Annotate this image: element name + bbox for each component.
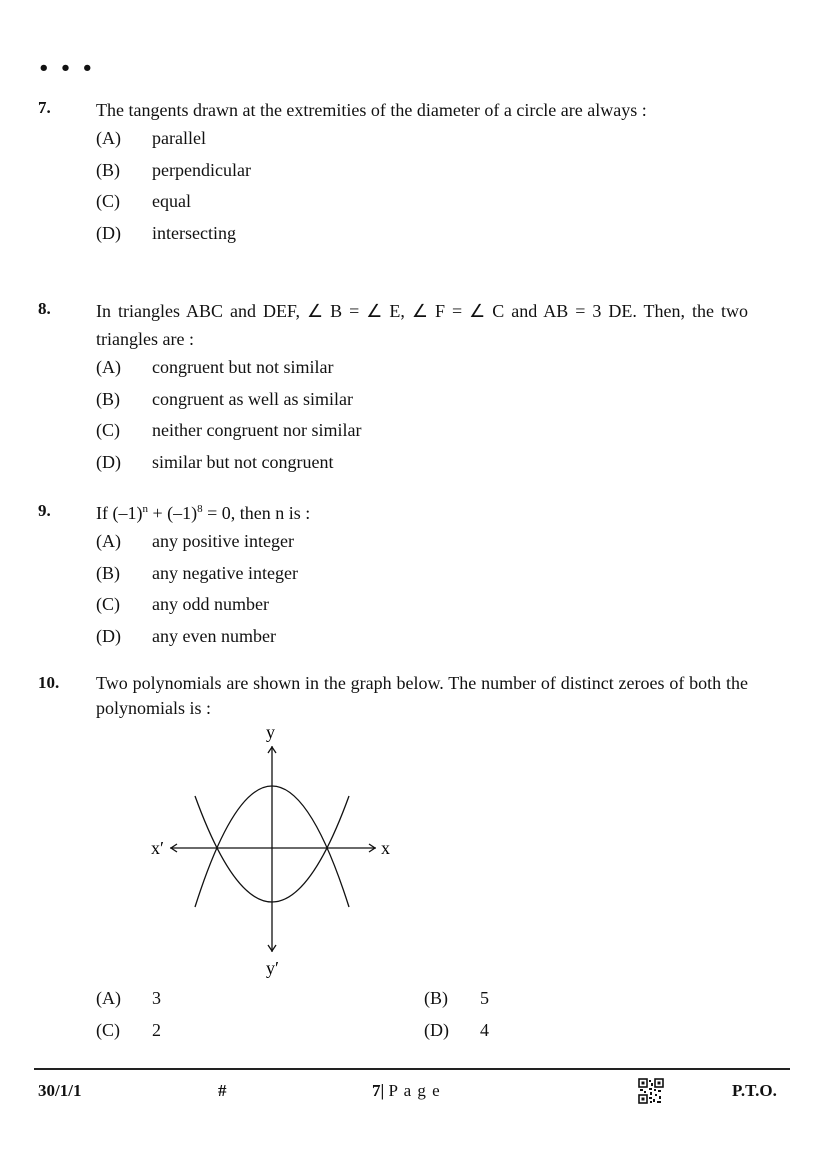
option-label: (B) [96,388,120,409]
option-text: intersecting [152,222,236,243]
option-text: 5 [480,988,489,1008]
option-d [424,1020,827,1048]
option-label: (C) [96,420,120,440]
option-text: congruent but not similar [152,357,334,377]
option-d [96,223,748,255]
x-axis-label: x [381,838,390,858]
option-text: perpendicular [152,159,251,180]
q9-exponent-n: n [142,503,148,515]
footer-divider [34,1068,790,1070]
option-text: neither congruent nor similar [152,420,362,440]
option-label: (C) [96,594,120,614]
question-text: Two polynomials are shown in the graph below. The number of distinct zeroes of both the polynomials is : [96,673,748,718]
option-text: 4 [480,1020,489,1040]
question-number: 7. [38,98,51,117]
option-text: any positive integer [152,531,294,551]
y-axis-negative-label: y′ [266,958,279,978]
option-label: (B) [96,562,120,583]
option-label: (D) [96,451,121,472]
q9-text-a: If (–1) [96,503,143,523]
option-d [96,626,748,658]
option-text: 3 [152,988,161,1008]
option-a [96,357,748,389]
page-number: 7 [372,1081,381,1100]
option-label: (C) [96,1020,120,1040]
x-axis-negative-label: x′ [151,838,164,858]
option-label: (D) [424,1020,449,1040]
option-label: (A) [96,128,121,148]
option-text: any even number [152,625,276,646]
q9-text-b: + (–1) [147,503,198,523]
option-text: congruent as well as similar [152,388,353,409]
option-text: any odd number [152,594,269,614]
question-10 [38,671,748,721]
option-b [96,160,748,192]
option-text: equal [152,191,191,211]
option-label: (A) [96,357,121,377]
option-label: (D) [96,222,121,243]
question-9 [38,499,748,657]
option-text: similar but not congruent [152,451,334,472]
option-b [96,389,748,421]
page-indicator [372,1081,441,1101]
option-label: (D) [96,625,121,646]
page-separator: | [380,1081,385,1100]
option-b [96,563,748,595]
q9-text-c: = 0, then n is : [202,503,311,523]
header-dots: • • • [38,58,96,79]
please-turn-over: P.T.O. [732,1081,777,1100]
option-label: (A) [96,531,121,551]
option-label: (B) [424,988,448,1008]
qr-code-icon [638,1078,664,1104]
option-b [424,988,827,1016]
paper-code: 30/1/1 [38,1081,82,1100]
question-number: 9. [38,501,51,520]
option-a [96,128,748,160]
question-number: 8. [38,299,51,318]
option-a [96,531,748,563]
option-c [96,594,748,626]
polynomial-graph [140,722,410,982]
question-7 [38,96,748,254]
y-axis-label: y [266,722,275,742]
hash-mark: # [218,1081,227,1100]
question-text: In triangles ABC and DEF, ∠ B = ∠ E, ∠ F = ∠ C and AB = 3 DE. Then, the two triangles are : [96,301,748,349]
q9-exponent-8: 8 [197,503,203,515]
question-number: 10. [38,673,60,692]
option-text: parallel [152,128,206,148]
question-8 [38,297,748,483]
option-label: (C) [96,191,120,211]
option-label: (B) [96,159,120,180]
option-text: any negative integer [152,562,298,583]
option-d [96,452,748,484]
option-label: (A) [96,988,121,1008]
option-c [96,191,748,223]
question-text: The tangents drawn at the extremities of the diameter of a circle are always : [96,100,647,120]
page-word: P a g e [388,1081,441,1100]
question-text [96,499,748,527]
option-c [96,420,748,452]
option-text: 2 [152,1020,161,1040]
